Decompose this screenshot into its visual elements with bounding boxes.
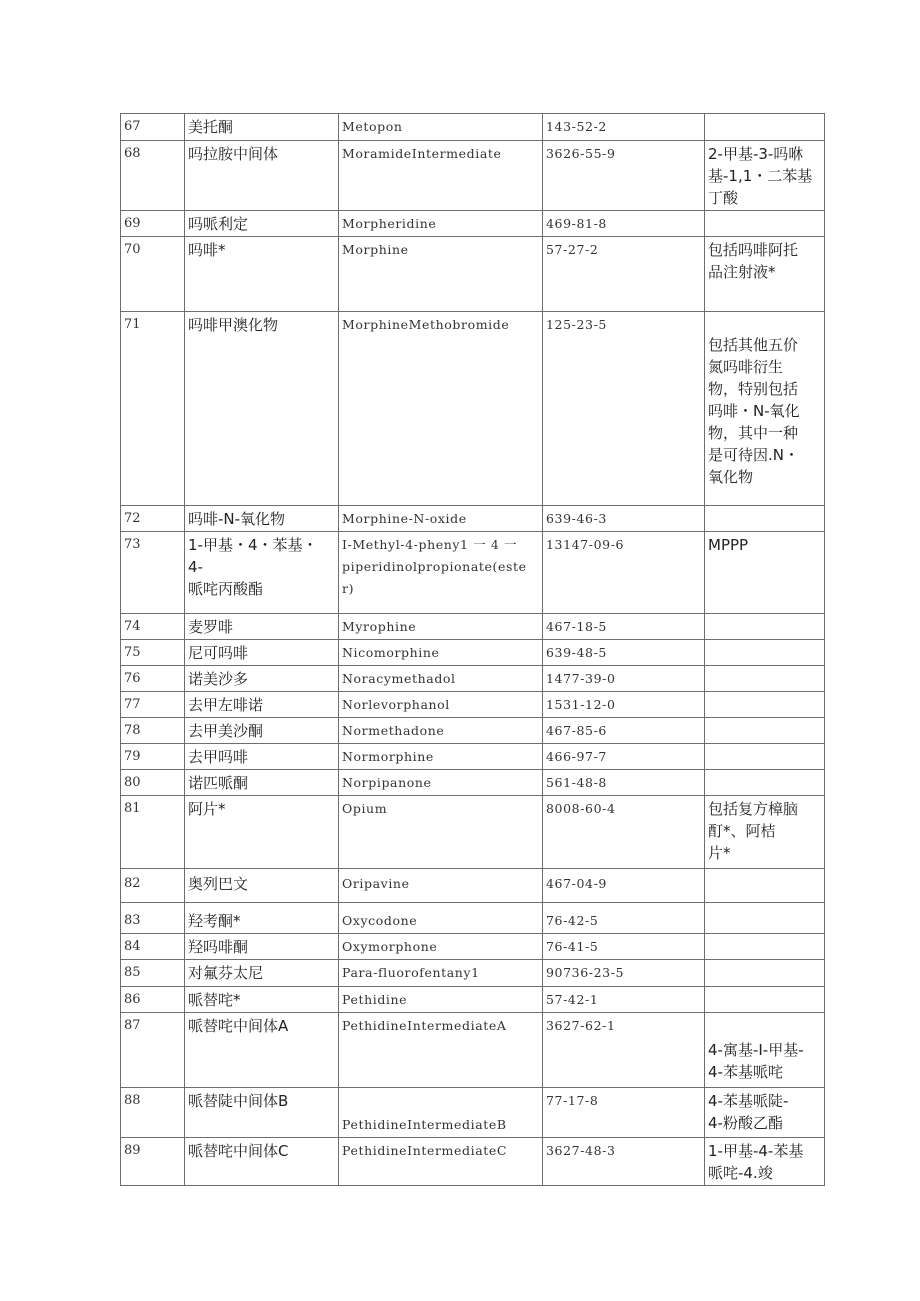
english-name: Morphine: [342, 242, 409, 257]
chinese-name-cell: [185, 718, 339, 744]
cas-number-cell: [543, 934, 705, 960]
remarks-cell: [705, 114, 825, 141]
remarks-line: 4-苯基哌陡-: [708, 1092, 789, 1110]
remarks-cell: [705, 532, 825, 614]
english-name-cell: [339, 614, 543, 640]
remarks-cell: [705, 744, 825, 770]
row-number-cell: [121, 770, 185, 796]
chinese-name: 哌替咤中间体C: [188, 1142, 289, 1160]
row-number: 84: [124, 939, 141, 954]
row-number-cell: [121, 237, 185, 312]
remarks-line: 1-甲基-4-苯基: [708, 1142, 804, 1160]
row-number-cell: [121, 211, 185, 237]
cas-number-cell: [543, 506, 705, 532]
chinese-name-cell: [185, 532, 339, 614]
chinese-name: 诺美沙多: [188, 670, 249, 688]
cas-number: 143-52-2: [546, 119, 607, 134]
english-name: Para-fluorofentany1: [342, 965, 480, 980]
remarks: MPPP: [708, 536, 749, 554]
row-number-cell: [121, 744, 185, 770]
row-number: 75: [124, 645, 141, 660]
row-number-cell: [121, 1088, 185, 1138]
chinese-name-cell: [185, 312, 339, 506]
row-number-cell: [121, 1138, 185, 1186]
cas-number-cell: [543, 312, 705, 506]
row-number-cell: [121, 532, 185, 614]
table-row: [121, 987, 825, 1013]
table-row: [121, 744, 825, 770]
controlled-drug-table: [120, 113, 825, 1186]
english-name: PethidineIntermediateA: [342, 1018, 507, 1033]
remarks-cell: [705, 718, 825, 744]
english-name-cell: [339, 718, 543, 744]
chinese-name: 哌替咤中间体A: [188, 1017, 289, 1035]
cas-number: 467-04-9: [546, 876, 607, 891]
english-name-cell: [339, 960, 543, 987]
remarks-cell: [705, 640, 825, 666]
cas-number: 8008-60-4: [546, 801, 616, 816]
remarks-cell: [705, 237, 825, 312]
cas-number-cell: [543, 744, 705, 770]
remarks-cell: [705, 934, 825, 960]
row-number: 81: [124, 801, 141, 816]
cas-number-cell: [543, 614, 705, 640]
row-number: 77: [124, 697, 141, 712]
chinese-name-cell: [185, 770, 339, 796]
english-name-cell: [339, 1138, 543, 1186]
english-name-cell: [339, 211, 543, 237]
table-row: [121, 1088, 825, 1138]
chinese-name: 吗拉胺中间体: [188, 145, 279, 163]
cas-number: 3627-48-3: [546, 1143, 616, 1158]
cas-number-cell: [543, 237, 705, 312]
english-name: Pethidine: [342, 992, 408, 1007]
cas-number: 466-97-7: [546, 749, 607, 764]
chinese-name-cell: [185, 869, 339, 903]
chinese-name: 吗啡-N-氧化物: [188, 510, 286, 528]
remarks-cell: [705, 1013, 825, 1088]
remarks-line: 氧化物: [708, 468, 754, 486]
cas-number: 13147-09-6: [546, 537, 625, 552]
chinese-name: 吗啡甲澳化物: [188, 316, 279, 334]
row-number: 76: [124, 671, 141, 686]
remarks-cell: [705, 960, 825, 987]
chinese-name: 羟考酮*: [188, 912, 241, 930]
remarks-line: 哌咤-4.竣: [708, 1164, 773, 1182]
table-row: [121, 796, 825, 869]
row-number: 83: [124, 913, 141, 928]
english-name-cell: [339, 770, 543, 796]
table-row: [121, 237, 825, 312]
row-number: 71: [124, 317, 141, 332]
english-name-cell: [339, 987, 543, 1013]
row-number: 88: [124, 1093, 141, 1108]
chinese-name-cell: [185, 1013, 339, 1088]
row-number: 73: [124, 537, 141, 552]
english-name: Nicomorphine: [342, 645, 440, 660]
remarks-line: 品注射液*: [708, 263, 776, 281]
remarks-line: 包括吗啡阿托: [708, 241, 799, 259]
cas-number-cell: [543, 960, 705, 987]
chinese-name: 麦罗啡: [188, 618, 234, 636]
english-name-cell: [339, 666, 543, 692]
cas-number: 57-27-2: [546, 242, 599, 257]
cas-number-cell: [543, 796, 705, 869]
row-number-cell: [121, 114, 185, 141]
cas-number-cell: [543, 987, 705, 1013]
chinese-name: 阿片*: [188, 800, 226, 818]
remarks-line: 4-苯基哌咤: [708, 1063, 783, 1081]
row-number: 70: [124, 242, 141, 257]
row-number-cell: [121, 614, 185, 640]
remarks-line: 吗啡・N-氧化: [708, 402, 800, 420]
chinese-name: 尼可吗啡: [188, 644, 249, 662]
remarks-line: 包括其他五价: [708, 336, 799, 354]
cas-number: 76-42-5: [546, 913, 599, 928]
english-name: MoramideIntermediate: [342, 146, 502, 161]
chinese-name: 奥列巴文: [188, 875, 249, 893]
chinese-name-cell: [185, 796, 339, 869]
chinese-name: 吗啡*: [188, 241, 226, 259]
cas-number-cell: [543, 1013, 705, 1088]
row-number: 86: [124, 992, 141, 1007]
chinese-name-cell: [185, 1088, 339, 1138]
cas-number-cell: [543, 903, 705, 934]
table-row: [121, 141, 825, 211]
english-name-line: I-Methyl-4-pheny1 一 4 一: [342, 537, 518, 552]
remarks-cell: [705, 770, 825, 796]
row-number-cell: [121, 1013, 185, 1088]
row-number: 74: [124, 619, 141, 634]
chinese-name: 对氟芬太尼: [188, 964, 264, 982]
row-number: 72: [124, 511, 141, 526]
table-row: [121, 506, 825, 532]
row-number: 67: [124, 119, 141, 134]
table-row: [121, 1013, 825, 1088]
english-name: Myrophine: [342, 619, 417, 634]
table-row: [121, 640, 825, 666]
english-name-cell: [339, 506, 543, 532]
remarks-cell: [705, 211, 825, 237]
chinese-name: 哌替陡中间体B: [188, 1092, 289, 1110]
cas-number: 467-18-5: [546, 619, 607, 634]
table-row: [121, 960, 825, 987]
english-name-cell: [339, 1013, 543, 1088]
row-number: 80: [124, 775, 141, 790]
row-number: 87: [124, 1018, 141, 1033]
row-number-cell: [121, 796, 185, 869]
english-name-cell: [339, 869, 543, 903]
english-name-cell: [339, 141, 543, 211]
chinese-name-line: 4-: [188, 558, 203, 576]
remarks-cell: [705, 614, 825, 640]
english-name: Metopon: [342, 119, 403, 134]
table-row: [121, 114, 825, 141]
row-number-cell: [121, 506, 185, 532]
english-name-cell: [339, 1088, 543, 1138]
remarks-line: 物，特别包括: [708, 380, 799, 398]
remarks-cell: [705, 1138, 825, 1186]
row-number-cell: [121, 987, 185, 1013]
cas-number-cell: [543, 718, 705, 744]
chinese-name-cell: [185, 506, 339, 532]
english-name-cell: [339, 640, 543, 666]
remarks-line: 氮吗啡衍生: [708, 358, 784, 376]
chinese-name-cell: [185, 744, 339, 770]
row-number: 78: [124, 723, 141, 738]
cas-number: 469-81-8: [546, 216, 607, 231]
row-number-cell: [121, 869, 185, 903]
chinese-name-cell: [185, 960, 339, 987]
row-number-cell: [121, 312, 185, 506]
cas-number: 561-48-8: [546, 775, 607, 790]
table-row: [121, 1138, 825, 1186]
cas-number: 1531-12-0: [546, 697, 616, 712]
english-name-cell: [339, 114, 543, 141]
remarks-cell: [705, 312, 825, 506]
chinese-name-cell: [185, 114, 339, 141]
remarks-cell: [705, 796, 825, 869]
cas-number-cell: [543, 666, 705, 692]
cas-number-cell: [543, 1088, 705, 1138]
english-name-line: piperidinolpropionate(este: [342, 559, 527, 574]
cas-number-cell: [543, 692, 705, 718]
row-number: 89: [124, 1143, 141, 1158]
table-row: [121, 770, 825, 796]
row-number-cell: [121, 640, 185, 666]
cas-number-cell: [543, 869, 705, 903]
chinese-name-cell: [185, 1138, 339, 1186]
row-number: 85: [124, 965, 141, 980]
english-name: Normethadone: [342, 723, 445, 738]
english-name: PethidineIntermediateB: [342, 1117, 507, 1132]
chinese-name: 去甲吗啡: [188, 748, 249, 766]
english-name-line: r): [342, 581, 355, 596]
english-name-cell: [339, 903, 543, 934]
cas-number-cell: [543, 141, 705, 211]
row-number-cell: [121, 718, 185, 744]
chinese-name: 去甲左啡诺: [188, 696, 264, 714]
cas-number-cell: [543, 211, 705, 237]
remarks-cell: [705, 869, 825, 903]
english-name: Norlevorphanol: [342, 697, 450, 712]
english-name: Normorphine: [342, 749, 434, 764]
english-name: Norpipanone: [342, 775, 432, 790]
english-name-cell: [339, 237, 543, 312]
cas-number-cell: [543, 532, 705, 614]
row-number-cell: [121, 903, 185, 934]
cas-number-cell: [543, 1138, 705, 1186]
cas-number: 90736-23-5: [546, 965, 625, 980]
remarks-line: 4-粉酸乙酯: [708, 1114, 783, 1132]
cas-number-cell: [543, 640, 705, 666]
remarks-cell: [705, 987, 825, 1013]
chinese-name: 哌替咤*: [188, 991, 241, 1009]
english-name: Noracymethadol: [342, 671, 456, 686]
chinese-name: 吗哌利定: [188, 215, 249, 233]
row-number-cell: [121, 960, 185, 987]
table-body: [121, 114, 825, 1186]
cas-number-cell: [543, 114, 705, 141]
table-row: [121, 692, 825, 718]
chinese-name-line: 哌咤丙酸酯: [188, 580, 264, 598]
chinese-name-cell: [185, 934, 339, 960]
remarks-cell: [705, 692, 825, 718]
remarks-line: 基-1,1・二苯基: [708, 167, 813, 185]
english-name: Opium: [342, 801, 388, 816]
cas-number: 125-23-5: [546, 317, 607, 332]
row-number-cell: [121, 934, 185, 960]
remarks-line: 4-寓基-I-甲基-: [708, 1041, 804, 1059]
cas-number: 77-17-8: [546, 1093, 599, 1108]
cas-number: 1477-39-0: [546, 671, 616, 686]
remarks-line: 丁酸: [708, 189, 739, 207]
row-number-cell: [121, 666, 185, 692]
remarks-line: 酊*、阿桔: [708, 822, 776, 840]
english-name: Morphine-N-oxide: [342, 511, 467, 526]
table-row: [121, 532, 825, 614]
chinese-name-cell: [185, 640, 339, 666]
chinese-name-cell: [185, 692, 339, 718]
chinese-name: 羟吗啡酮: [188, 938, 249, 956]
cas-number: 57-42-1: [546, 992, 599, 1007]
table-row: [121, 869, 825, 903]
remarks-cell: [705, 1088, 825, 1138]
english-name-cell: [339, 934, 543, 960]
cas-number-cell: [543, 770, 705, 796]
remarks-line: 是可待因.N・: [708, 446, 799, 464]
english-name-cell: [339, 796, 543, 869]
remarks-cell: [705, 666, 825, 692]
remarks-cell: [705, 903, 825, 934]
remarks-line: 包括复方樟脑: [708, 800, 799, 818]
chinese-name-line: 1-甲基・4・苯基・: [188, 536, 318, 554]
chinese-name-cell: [185, 987, 339, 1013]
cas-number: 76-41-5: [546, 939, 599, 954]
row-number: 79: [124, 749, 141, 764]
chinese-name-cell: [185, 237, 339, 312]
english-name: Oripavine: [342, 876, 410, 891]
table-row: [121, 903, 825, 934]
english-name-cell: [339, 312, 543, 506]
cas-number: 639-46-3: [546, 511, 607, 526]
remarks-line: 片*: [708, 844, 731, 862]
chinese-name: 去甲美沙酮: [188, 722, 264, 740]
english-name-cell: [339, 692, 543, 718]
remarks-cell: [705, 141, 825, 211]
remarks-line: 2-甲基-3-吗咻: [708, 145, 804, 163]
cas-number: 639-48-5: [546, 645, 607, 660]
english-name: Morpheridine: [342, 216, 437, 231]
chinese-name: 美托酮: [188, 118, 234, 136]
row-number: 69: [124, 216, 141, 231]
table-row: [121, 614, 825, 640]
chinese-name-cell: [185, 666, 339, 692]
english-name: MorphineMethobromide: [342, 317, 510, 332]
table-row: [121, 934, 825, 960]
chinese-name: 诺匹哌酮: [188, 774, 249, 792]
cas-number: 3627-62-1: [546, 1018, 616, 1033]
chinese-name-cell: [185, 141, 339, 211]
remarks-line: 物，其中一种: [708, 424, 799, 442]
cas-number: 467-85-6: [546, 723, 607, 738]
remarks-cell: [705, 506, 825, 532]
table-row: [121, 718, 825, 744]
row-number: 68: [124, 146, 141, 161]
row-number: 82: [124, 876, 141, 891]
chinese-name-cell: [185, 903, 339, 934]
cas-number: 3626-55-9: [546, 146, 616, 161]
row-number-cell: [121, 692, 185, 718]
english-name: PethidineIntermediateC: [342, 1143, 508, 1158]
table-row: [121, 666, 825, 692]
english-name: Oxymorphone: [342, 939, 438, 954]
row-number-cell: [121, 141, 185, 211]
table-row: [121, 211, 825, 237]
chinese-name-cell: [185, 614, 339, 640]
english-name: Oxycodone: [342, 913, 418, 928]
chinese-name-cell: [185, 211, 339, 237]
english-name-cell: [339, 744, 543, 770]
english-name-cell: [339, 532, 543, 614]
table-row: [121, 312, 825, 506]
